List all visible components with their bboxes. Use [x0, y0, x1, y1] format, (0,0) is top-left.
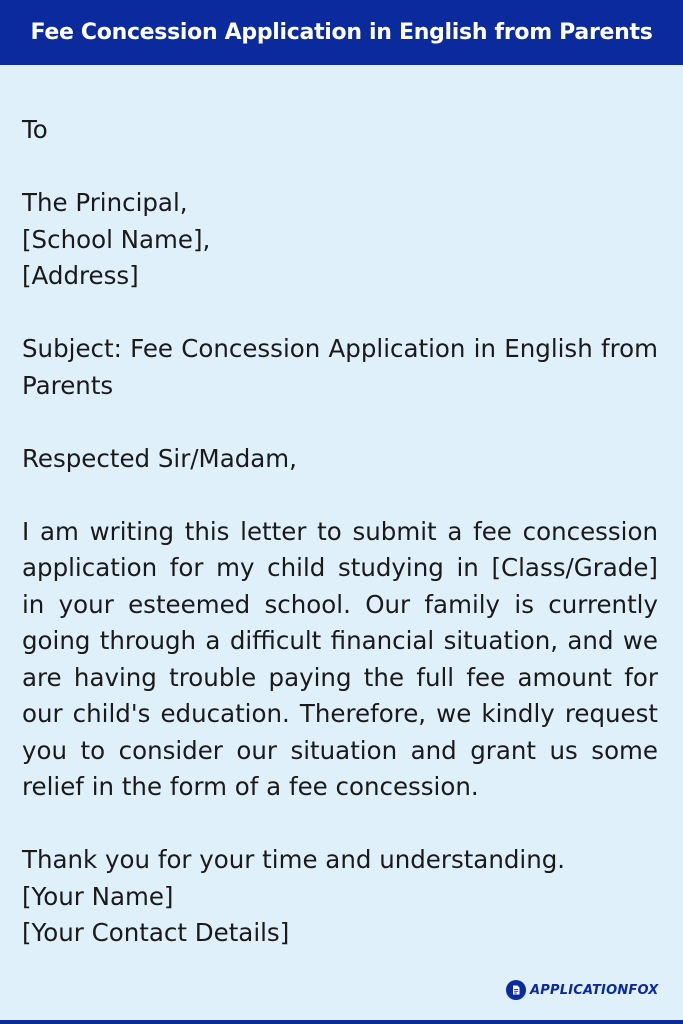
brand-logo	[506, 978, 659, 1002]
letter-recipient	[22, 185, 658, 295]
letter-contact: [Your Contact Details]	[22, 918, 290, 947]
letter-signoff	[22, 842, 658, 952]
brand-name: APPLICATIONFOX	[530, 982, 659, 998]
letter-body	[22, 112, 658, 952]
recipient-line: [School Name],	[22, 224, 211, 254]
bottom-divider	[0, 1020, 683, 1024]
page-title: Fee Concession Application in English from Parents	[30, 20, 653, 45]
letter-to: To	[22, 115, 48, 144]
letter-closing: Thank you for your time and understanding.	[22, 845, 566, 874]
letter-name: [Your Name]	[22, 881, 174, 911]
letter-subject: Subject: Fee Concession Application in English from Parents	[22, 334, 658, 400]
header-bar	[0, 0, 683, 65]
recipient-line: [Address]	[22, 261, 139, 290]
letter-paragraph: I am writing this letter to submit a fee concession application for my child studying in [Class/Grade] in your esteemed school. Our family is currently going through a difficult financial situation, and we are having trouble paying the full fee amount for our child's education. Therefore, we kindly request you to consider our situation and grant us some relief in the form of a fee concession.	[22, 516, 658, 801]
recipient-line: The Principal,	[22, 188, 188, 217]
document-icon	[506, 980, 526, 1000]
letter-salutation: Respected Sir/Madam,	[22, 443, 297, 473]
